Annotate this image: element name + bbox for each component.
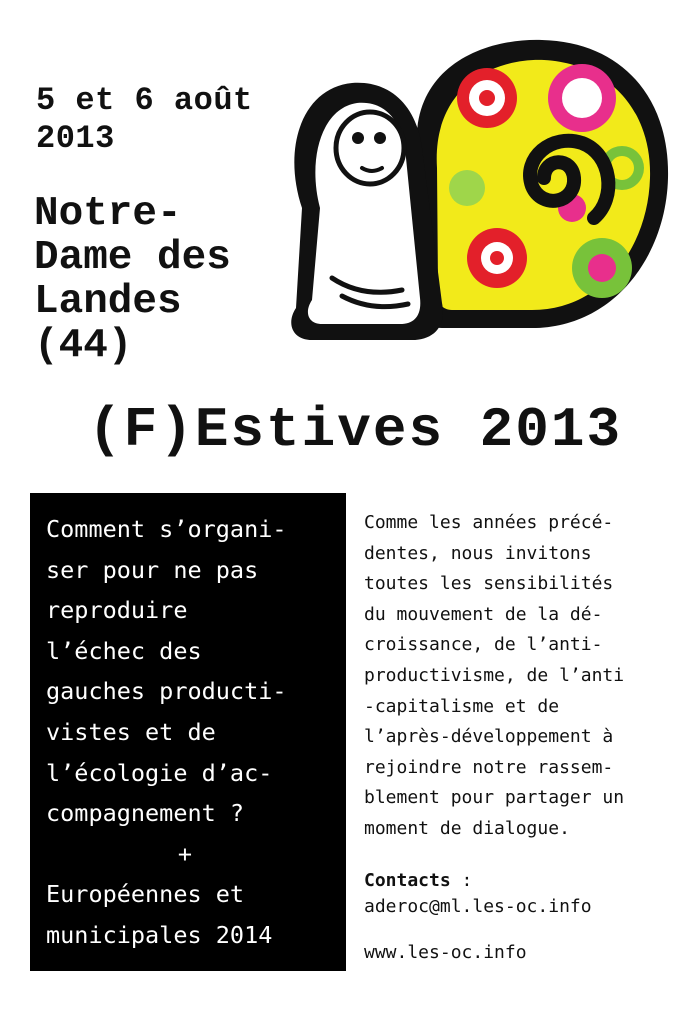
invitation-text: Comme les années précé- dentes, nous invitons toutes les sensibilités du mouvement de la dé- croissance, de l’anti- productivisme, de l’anti -capitalisme et de l’après-développement à rejoindre notre rassem- blement pour partager un moment de dialogue. [364,512,625,839]
contacts-label: Contacts [364,870,451,891]
plus-sign: + [177,839,193,868]
event-date: 5 et 6 août 2013 [36,82,253,157]
question-text: Comment s’organi- ser pour ne pas reproduire l’échec des gauches producti- vistes et de l’écologie d’ac- compagnement ? [46,515,287,828]
contacts-separator: : [450,870,473,891]
event-title: (F)Estives 2013 [88,398,623,462]
snail-figure-icon [282,28,672,348]
elections-text: Européennes et municipales 2014 [46,880,273,949]
contacts [364,868,592,920]
event-place: Notre- Dame des Landes (44) [34,191,231,369]
contact-email[interactable]: aderoc@ml.les-oc.info [364,896,592,917]
question-box [30,493,346,971]
website-link[interactable]: www.les-oc.info [364,942,527,963]
